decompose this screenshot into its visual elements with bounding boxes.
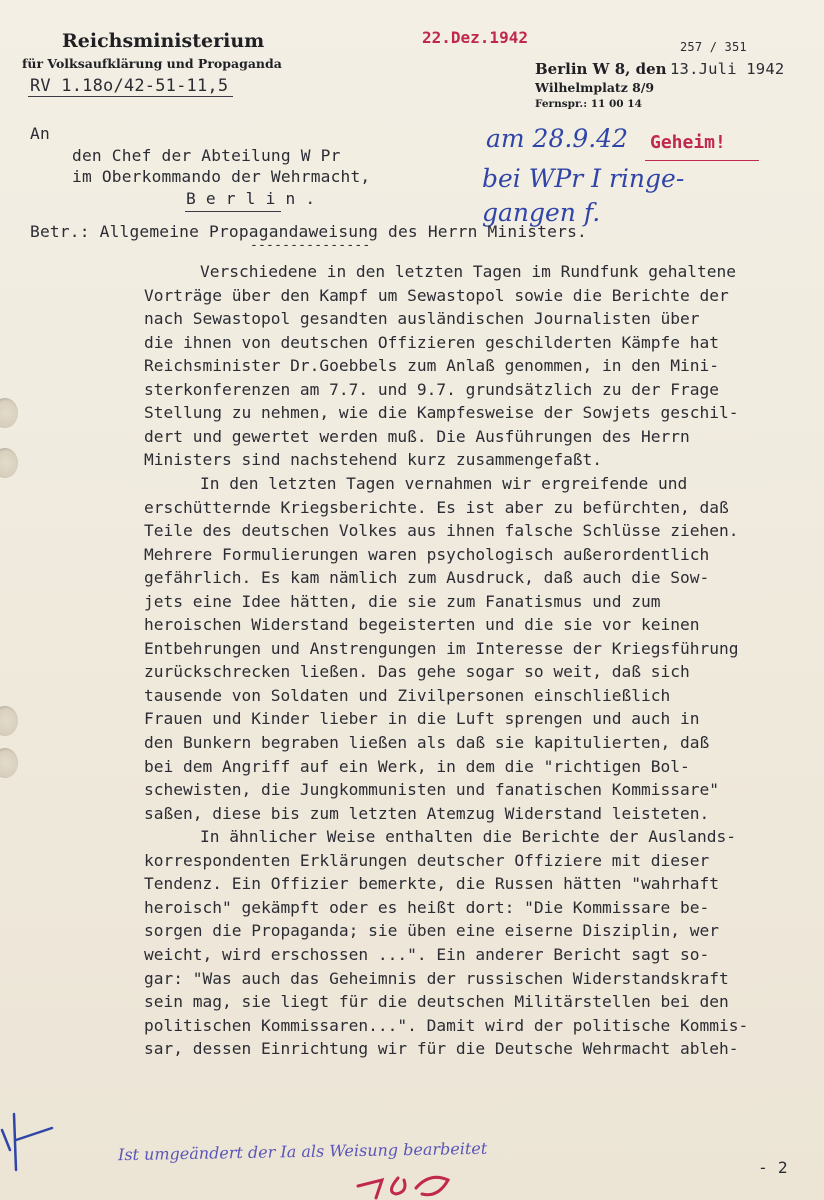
body-line: In den letzten Tagen vernahmen wir ergreifende und: [200, 473, 688, 493]
punch-hole: [0, 748, 18, 778]
body-line: Frauen und Kinder lieber in die Luft sprengen und auch in: [144, 709, 700, 729]
city-underline: [185, 211, 281, 212]
reference-rule: [28, 96, 233, 97]
body-line: den Bunkern begraben ließen als daß sie kapitulierten, daß: [144, 733, 710, 752]
phone-number: Fernspr.: 11 00 14: [535, 98, 642, 110]
body-line: tausende von Soldaten und Zivilpersonen einschließlich: [144, 685, 671, 705]
bottom-handwritten-note: Ist umgeändert der Ia als Weisung bearbeitet: [117, 1138, 488, 1165]
body-line: jets eine Idee hätten, die sie zum Fanatismus und zum: [144, 591, 661, 611]
secret-stamp-underline: [645, 160, 759, 161]
body-line: Mehrere Formulierungen waren psychologisch außerordentlich: [144, 544, 710, 564]
body-line: saßen, diese bis zum letzten Atemzug Widerstand leisteten.: [144, 803, 710, 823]
punch-hole: [0, 398, 18, 428]
body-line: bei dem Angriff auf ein Werk, in dem die "richtigen Bol-: [144, 756, 690, 776]
body-line: gefährlich. Es kam nämlich zum Ausdruck, daß auch die Sow-: [144, 568, 710, 588]
body-line: erschütternde Kriegsberichte. Es ist aber zu befürchten, daß: [144, 497, 729, 517]
handwritten-note-line-2: bei WPr I ringe-: [482, 164, 685, 193]
place-label: Berlin W 8, den: [535, 60, 667, 78]
handwritten-note-line-1: am 28.9.42: [486, 124, 628, 153]
subject-dashes: ---------------: [250, 238, 371, 253]
body-line: sorgen die Propaganda; sie üben eine eiserne Disziplin, wer: [144, 921, 719, 941]
body-line: zurückschrecken ließen. Das gehe sogar so weit, daß sich: [144, 662, 690, 682]
page-number: - 2: [758, 1158, 788, 1177]
body-line: Ministers sind nachstehend kurz zusammengefaßt.: [144, 450, 603, 470]
recipient-city: B e r l i n .: [186, 189, 316, 208]
body-line: dert und gewertet werden muß. Die Ausführungen des Herrn: [144, 426, 690, 446]
ministry-subtitle: für Volksaufklärung und Propaganda: [22, 56, 282, 71]
red-initials-mark: [352, 1158, 462, 1200]
punch-hole: [0, 448, 18, 478]
body-line: sterkonferenzen am 7.7. und 9.7. grundsätzlich zu der Frage: [144, 379, 719, 399]
body-line: Verschiedene in den letzten Tagen im Rundfunk gehaltene: [200, 262, 737, 281]
recipient-label: An: [30, 124, 50, 143]
body-line: weicht, wird erschossen ...". Ein anderer Bericht sagt so-: [144, 944, 710, 964]
body-line: heroischen Widerstand begeisterten und die sie vor keinen: [144, 615, 700, 635]
subject-line: Betr.: Allgemeine Propagandaweisung des Herrn Ministers.: [30, 222, 587, 241]
body-line: politischen Kommissaren...". Damit wird der politische Kommis-: [144, 1015, 749, 1035]
body-line: korrespondenten Erklärungen deutscher Offiziere mit dieser: [144, 850, 710, 870]
body-line: gar: "Was auch das Geheimnis der russischen Widerstandskraft: [144, 968, 729, 988]
body-line: schewisten, die Jungkommunisten und fanatischen Kommissare": [144, 780, 719, 800]
received-date-stamp: 22.Dez.1942: [422, 28, 528, 47]
punch-hole: [0, 706, 18, 736]
body-line: Tendenz. Ein Offizier bemerkte, die Russen hätten "wahrhaft: [144, 874, 719, 894]
page-reference: 257 / 351: [680, 40, 747, 54]
body-line: Vorträge über den Kampf um Sewastopol sowie die Berichte der: [144, 285, 729, 305]
body-line: die ihnen von deutschen Offizieren geschilderten Kämpfe hat: [144, 332, 719, 352]
body-line: Teile des deutschen Volkes aus ihnen falsche Schlüsse ziehen.: [144, 521, 739, 541]
body-line: Reichsminister Dr.Goebbels zum Anlaß genommen, in den Mini-: [144, 356, 719, 376]
body-line: Entbehrungen und Anstrengungen im Interesse der Kriegsführung: [144, 638, 739, 658]
recipient-line-1: den Chef der Abteilung W Pr: [72, 146, 341, 165]
secret-stamp: Geheim!: [650, 132, 726, 153]
ministry-name: Reichsministerium: [62, 30, 265, 52]
body-line: sein mag, sie liegt für die deutschen Militärstellen bei den: [144, 992, 729, 1012]
body-line: nach Sewastopol gesandten ausländischen Journalisten über: [144, 309, 700, 329]
handwritten-note-line-3: gangen f.: [482, 198, 601, 227]
body-line: In ähnlicher Weise enthalten die Berichte der Auslands-: [200, 827, 737, 847]
recipient-line-2: im Oberkommando der Wehrmacht,: [72, 167, 371, 186]
reference-number: RV 1.18o/42-51-11,5: [30, 76, 229, 96]
office-address: Wilhelmplatz 8/9: [535, 80, 655, 95]
body-line: heroisch" gekämpft oder es heißt dort: "Die Kommissare be-: [144, 897, 710, 917]
margin-pen-mark: [0, 1110, 60, 1180]
letter-date: 13.Juli 1942: [670, 60, 785, 78]
body-line: sar, dessen Einrichtung wir für die Deutsche Wehrmacht ableh-: [144, 1039, 739, 1059]
body-line: Stellung zu nehmen, wie die Kampfesweise der Sowjets geschil-: [144, 403, 739, 423]
